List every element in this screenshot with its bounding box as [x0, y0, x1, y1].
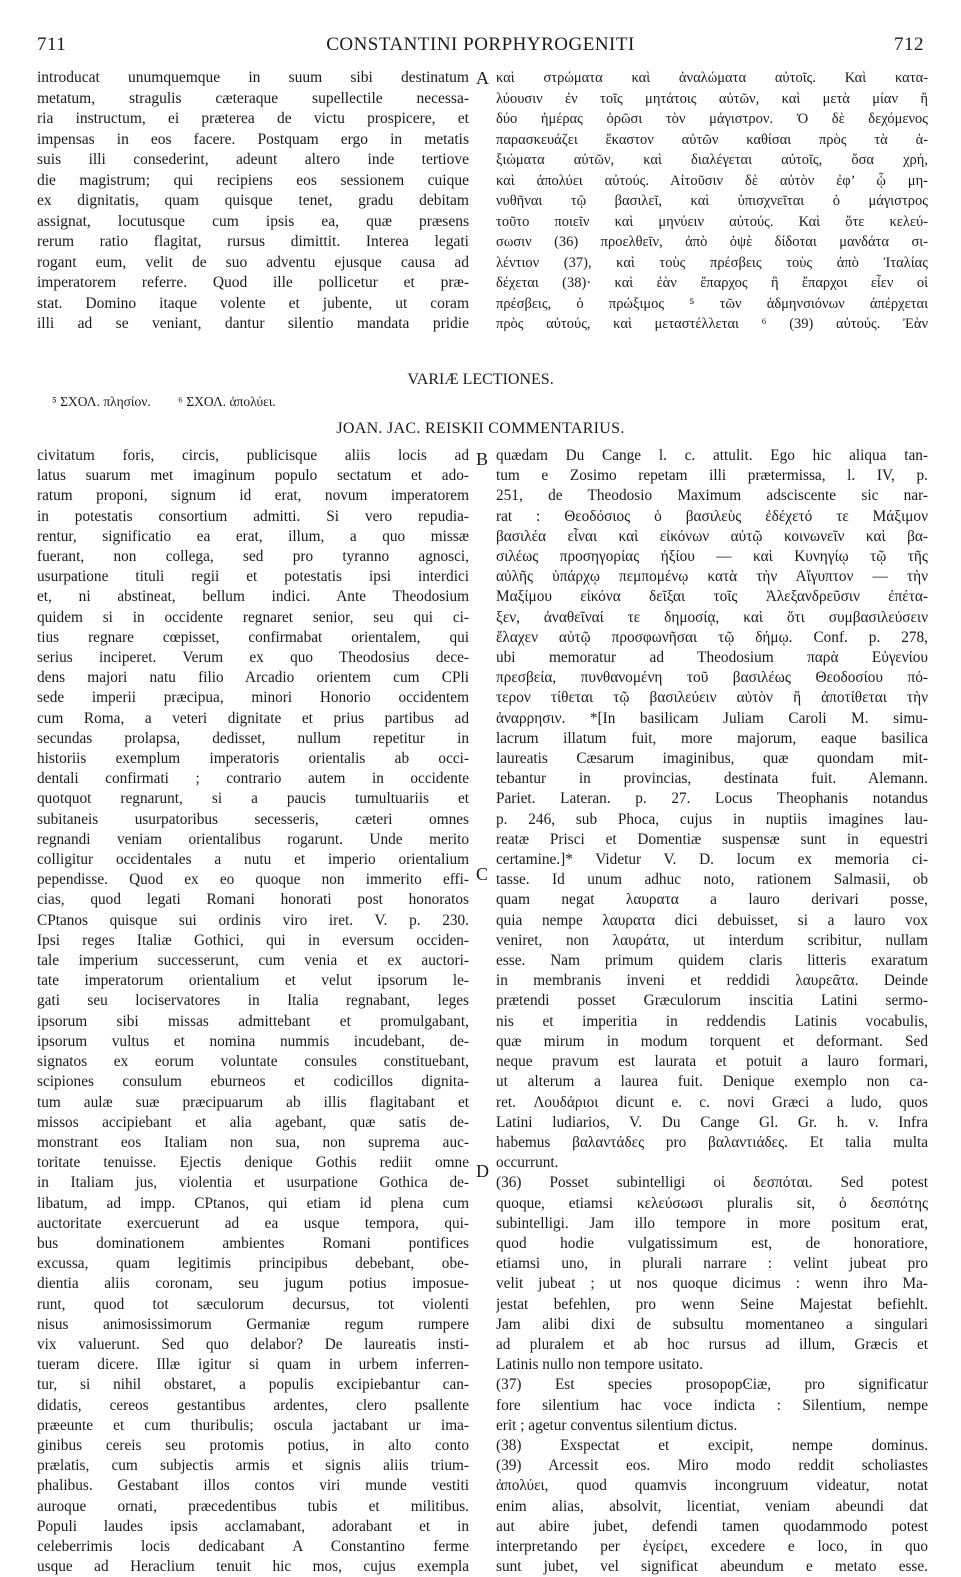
text-line: ἔλαχεν αὐτῷ προσφωνῆσαι τῷ δήμῳ. Conf. p. 278,: [496, 628, 928, 646]
text-line: ἀναρρησιν. *[In basilicam Juliam Caroli M. simu-: [496, 709, 928, 727]
text-line: quam negat λαυρατα a lauro derivari posse,: [496, 891, 928, 909]
text-line: secundas prolapsa, dedisset, nullum repetitur in: [37, 729, 469, 747]
text-line: ex dignitatis, quam quisque tenet, gradu debitam: [37, 192, 469, 209]
text-line: quia nempe λαυρατα dici debuisset, si a lauro vox: [496, 911, 928, 929]
margin-marker-c: C: [476, 864, 489, 884]
text-line: p. 246, sub Phoca, cujus in nuptiis imagines lau-: [496, 810, 928, 828]
margin-marker-b: B: [476, 449, 489, 469]
text-line: metatum, stragulis cæteraque supellectile necessa-: [37, 89, 469, 107]
text-line: cias, quod legati Romani honorati post honoratos: [37, 891, 469, 909]
text-line: Pariet. Lateran. p. 27. Locus Theophanis notandus: [496, 790, 928, 808]
text-line: dientia aliis coronam, seu jugum potius imposue-: [37, 1275, 469, 1293]
text-line: πρεσβεία, πυνθανομένη τοῦ βασιλέως Θεοδοσίου πό-: [496, 669, 928, 687]
text-line: ipsorum sibi missas admittebant et promulgabant,: [37, 1012, 469, 1030]
text-line: etiamsi uno, in plurali narrare : velint jubeat pro: [496, 1255, 928, 1273]
text-line: assignat, locutusque cum ipsis ea, quæ præsens: [37, 212, 469, 230]
text-line: auctoritate exercuerunt ad ea usque tempora, qui-: [37, 1214, 469, 1232]
text-line: præeunte et cum thuribulis; oscula jactabant ur ima-: [37, 1416, 469, 1434]
text-line: veniret, non λαυράτα, ut interdum scribitur, nullam: [496, 931, 928, 949]
text-line: quod hodie vulgatissimum est, de honoratiore,: [496, 1234, 928, 1252]
text-line: gati seu lociservatores in Italia regnabant, leges: [37, 992, 469, 1010]
text-line: nisus animosissimorum Germaniæ regum rumpere: [37, 1315, 469, 1333]
commentary-heading: JOAN. JAC. REISKII COMMENTARIUS.: [336, 420, 625, 437]
text-line: Populi laudes ipsis acclamabant, adorabant et in: [37, 1517, 469, 1535]
text-line: occurrunt.: [496, 1154, 559, 1172]
text-line: tueram dicere. Illæ igitur si quam in urbem inferren-: [37, 1356, 469, 1374]
text-line: cum Roma, a veteri dignitate et prius partibus ad: [37, 709, 469, 727]
text-line: ginibus cereis seu protomis potius, in alto conto: [37, 1436, 469, 1454]
text-line: die magistrum; qui recipiens eos sessionem cuique: [37, 171, 469, 189]
text-line: nis et imperitia in reddendis Latinis vocabulis,: [496, 1012, 928, 1030]
text-line: καὶ στρώματα καὶ ἀναλώματα αὐτοῖς. Καὶ κατα-: [496, 70, 928, 86]
text-line: tasse. Id unum adhuc noto, rationem Salmasii, ob: [496, 871, 928, 889]
text-line: ratum proponi, signum id erat, novum imperatorem: [37, 487, 469, 505]
commentary-right-column: [496, 446, 928, 1577]
text-line: ret. Λουδάριοι dicunt e. c. novi Græci a ludo, quos: [496, 1093, 928, 1111]
text-line: jestat befehlen, pro wenn Seine Majestat befiehlt.: [496, 1295, 928, 1313]
text-line: tur, si nihil obstaret, a populis excipiebantur can-: [37, 1376, 469, 1394]
text-line: καὶ ἀπολύει αὐτούς. Αἰτοῦσιν δὲ αὐτὸν ἐφ’ ᾧ μη-: [496, 172, 928, 189]
text-line: quoque, etiamsi κελεύσωσι pluralis sit, ὁ δεσπότης: [496, 1194, 928, 1212]
text-line: signatos ex eorum voluntate consules constituebant,: [37, 1053, 469, 1071]
running-header: [37, 26, 924, 56]
scholion-note: ⁵ ΣΧΟΛ. πλησίον.: [52, 394, 151, 409]
text-line: tum aulæ suæ præcipuarum ab illis flagitabant et: [37, 1093, 469, 1111]
text-line: πρὸς αὐτούς, καὶ μεταστέλλεται ⁶ (39) αὐτούς. Ἐὰν: [496, 316, 928, 332]
text-line: (39) Arcessit eos. Miro modo reddit scholiastes: [496, 1457, 928, 1475]
margin-marker-a: A: [476, 68, 489, 88]
text-line: illi ad se veniant, dantur silentio mandata pridie: [37, 315, 469, 332]
text-line: ubi memoratur ad Theodosium παρὰ Εὐγενίου: [496, 649, 928, 667]
text-line: scipiones consulum eburneos et codicillos dignita-: [37, 1073, 469, 1091]
text-line: laureatis Cæsarum imaginibus, quæ quondam mit-: [496, 750, 928, 768]
text-line: σωσιν (36) προελθεῖν, ἀπὸ ὀψὲ δίδοται μανδάτα σι-: [496, 234, 928, 250]
text-line: λύουσιν ἐν τοῖς μητάτοις αὐτῶν, καὶ μετὰ μίαν ἢ: [496, 90, 928, 107]
text-line: rerum ratio flagitat, rursus dimittit. Interea legati: [37, 233, 469, 250]
text-line: αὐλῆς ὑπάρχῳ πεμπομένῳ κατὰ τὴν Αἴγυπτον — τὴν: [496, 568, 928, 586]
latin-text-column: [37, 68, 469, 335]
text-line: σιλέως προσηγορίας ἠξίου — καὶ Κυνηγίῳ τῷ τῆς: [496, 548, 928, 566]
text-line: in potestatis consortium admitti. Si vero repudia-: [37, 507, 469, 525]
page-number-right: 712: [894, 34, 924, 55]
text-line: in Italiam jus, violentia et usurpatione Gothica de-: [37, 1174, 469, 1192]
text-line: esse. Nam primum quidem claris litteris exaratum: [496, 952, 928, 970]
text-line: usurpatione tituli regii et potestatis ipsi interdici: [37, 568, 469, 586]
text-line: tius regnare cœpisset, confirmabat orientalem, qui: [37, 628, 469, 646]
commentary-left-column: [37, 446, 469, 1577]
text-line: ξεν, ἀναθεῖναί τε δημοσίᾳ, καὶ ὅτι συμβασιλεύσειν: [496, 608, 928, 626]
text-line: dentali confirmati ; contrario autem in occidente: [37, 770, 469, 788]
text-line: ἀπολύει, quod quamvis incongruum videatur, notat: [496, 1477, 928, 1495]
text-line: ut alterum a laurea fuit. Denique exemplo non ca-: [496, 1073, 928, 1091]
margin-marker-d: D: [476, 1161, 489, 1181]
text-line: aut abire jubet, defendi tamen quodammodo potest: [496, 1517, 928, 1535]
text-line: historiis exemplum imperatoris orientalis ab occi-: [37, 750, 469, 768]
text-line: rogant eum, velit de suo adventu ejusque causa ad: [37, 253, 469, 271]
text-line: missos accipiebant et alia agebant, quæ satis de-: [37, 1113, 469, 1131]
text-line: δύο ἡμέρας ὁρῶσι τὸν μάγιστρον. Ὁ δὲ δεχόμενος: [496, 111, 928, 127]
text-line: suis illi consederint, adeunt altero inde tertiove: [37, 151, 469, 168]
text-line: tebantur in provincias, destinata fuit. Alemann.: [496, 770, 928, 788]
text-line: introducat unumquemque in suum sibi destinatum: [37, 69, 469, 86]
text-line: serius inciperet. Verum ex quo Theodosius dece-: [37, 649, 469, 667]
text-line: vix valuerunt. Sed quo delabor? De laureatis insti-: [37, 1335, 469, 1353]
text-line: rat : Θεοδόσιος ὁ βασιλεὺς ἐδέχετό τε Μάξιμον: [496, 507, 928, 525]
text-line: δέχεται (38)· καὶ ἐὰν ἔπαρχος ἢ ἔπαρχοι εἶεν οἱ: [496, 275, 928, 291]
text-line: lacrum illatum fuit, more majorum, eaque basilica: [496, 729, 928, 747]
text-line: pependisse. Quod ex eo quoque non immerito effi-: [37, 871, 469, 889]
text-line: quædam Du Cange l. c. attulit. Ego hic aliqua tan-: [496, 447, 928, 464]
text-line: παρασκευάζει ἕκαστον αὐτῶν καθίσαι πρὸς τὰ ἀ-: [496, 131, 928, 148]
text-line: Latinis nullo non tempore usitato.: [496, 1356, 703, 1374]
text-line: (36) Posset subintelligi οἱ δεσπόται. Sed potest: [496, 1174, 928, 1192]
text-line: libatum, ad impp. CPtanos, qui etiam id plena cum: [37, 1194, 469, 1212]
text-line: et, ni abstineat, bellum indici. Ante Theodosium: [37, 588, 469, 606]
text-line: prælatis, cum subjectis armis et signis aliis trium-: [37, 1457, 469, 1475]
text-line: latus suarum met imaginum populo sectatum et ado-: [37, 467, 469, 485]
text-line: ad pluralem et ab hoc rursus ad illum, Græcis et: [496, 1335, 928, 1353]
text-line: impensas in eos facere. Postquam ergo in metatis: [37, 130, 469, 148]
text-line: erit ; agetur conventus silentium dictus.: [496, 1416, 738, 1434]
text-line: tale imperium successerunt, cum venia et ex auctori-: [37, 952, 469, 970]
text-line: enim alias, absolvit, licentiat, veniam abeundi dat: [496, 1497, 928, 1515]
text-line: quotquot regnarunt, si a paucis tumultuariis et: [37, 790, 469, 808]
text-line: rentur, significatio ea erat, illum, a quo missæ: [37, 527, 469, 545]
text-line: habemus βαλαντάδες pro βαλαντιάδες. Et talia multa: [496, 1133, 928, 1151]
text-line: τοῦτο ποιεῖν καὶ μηνύειν αὐτούς. Καὶ ὅτε κελεύ-: [496, 213, 928, 230]
text-line: CPtanos quisque sui ordinis viro iret. V. p. 230.: [37, 911, 469, 929]
text-line: interpretando per ἐγείρει, excedere e loco, in quo: [496, 1537, 928, 1555]
running-title: CONSTANTINI PORPHYROGENITI: [326, 34, 635, 55]
text-line: velit jubeat ; ut nos quoque dicimus : wenn ihro Ma-: [496, 1275, 928, 1293]
text-line: phalibus. Gestabant illos contos viri munde vestiti: [37, 1477, 469, 1495]
text-line: toritate tenuisse. Ejectis denique Gothis rediit omne: [37, 1154, 469, 1172]
text-line: regnandi veniam orientalibus rogarunt. Unde merito: [37, 830, 469, 848]
text-line: 251, de Theodosio Maximum adsciscente sic nar-: [496, 487, 928, 505]
text-line: quidem si in occidente regnaret senior, seu qui ci-: [37, 608, 469, 626]
text-line: civitatum foris, circis, publicisque aliis locis ad: [37, 447, 469, 464]
text-line: monstrant eos Italiam non sua, non suprema auc-: [37, 1133, 469, 1151]
scholion-note: ⁶ ΣΧΟΛ. ἀπολύει.: [178, 394, 276, 409]
text-line: runt, quod tot sæculorum decursus, tot violenti: [37, 1295, 469, 1313]
page-number-left: 711: [37, 34, 67, 55]
text-line: Latini ludiarios, V. Du Cange Gl. Gr. h. v. Infra: [496, 1113, 928, 1131]
text-line: tate imperatorum orientalium et velut ipsorum le-: [37, 972, 469, 990]
text-line: usque ad Heraclium tenuit hic mos, cujus exempla: [37, 1558, 469, 1576]
text-line: subitaneis usurpatoribus secesseris, cæteri omnes: [37, 810, 469, 828]
text-line: λέντιον (37), καὶ τοὺς πρέσβεις τοὺς ἀπὸ Ἰταλίας: [496, 254, 928, 271]
greek-text-column: [496, 68, 928, 335]
text-line: τερον τίθεται τῷ βασιλεύειν αὐτὸν ἢ ἀποτίθεται τὴν: [496, 689, 928, 707]
text-line: reatæ Prisci et Domentiæ suspensæ sunt in equestri: [496, 830, 928, 848]
text-line: certamine.]* Videtur V. D. locum ex memoria ci-: [496, 851, 928, 869]
text-line: Jam alibi dixi de subsultu momentaneo a singulari: [496, 1315, 928, 1333]
text-line: quæ mirum in modum torquent et deformant. Sed: [496, 1032, 928, 1050]
text-line: prætendi posset Græculorum inscitia Latini sermo-: [496, 992, 928, 1010]
text-line: subintelligi. Jam illo tempore in more positum erat,: [496, 1214, 928, 1232]
text-line: didatis, cereos gestantibus ardentes, clero psallente: [37, 1396, 469, 1414]
text-line: ria instructum, ei præterea de victu prospicere, et: [37, 110, 469, 127]
text-line: ξιώματα αὐτῶν, καὶ διαλέγεται αὐτοῖς, ὅσα χρή,: [496, 152, 928, 168]
text-line: tum e Zosimo repetam illi prætermissa, l. IV, p.: [496, 467, 928, 485]
text-line: ipsorum vultus et nomina nummis incudebant, de-: [37, 1032, 469, 1050]
text-line: auroque ornati, præcedentibus tubis et militibus.: [37, 1497, 469, 1515]
text-line: Μαξίμου εἰκόνα δεῖξαι τοῖς Ἀλεξανδρεῦσιν ἐπέτα-: [496, 588, 928, 606]
text-line: in membranis inveni et reddidi λαυρεᾶτα. Deinde: [496, 972, 928, 990]
text-line: neque pravum est laurata et potuit a lauro formari,: [496, 1053, 928, 1071]
variae-lectiones-heading: VARIÆ LECTIONES.: [407, 371, 554, 388]
text-line: Ipsi reges Italiæ Gothici, qui in eversum occiden-: [37, 931, 469, 949]
text-line: celeberrimis locis dedicabant A Constantino ferme: [37, 1537, 469, 1555]
text-line: stat. Domino itaque volente et jubente, ut coram: [37, 294, 469, 312]
text-line: fore silentium hac voce indicta : Silentium, nempe: [496, 1396, 928, 1414]
text-line: excussa, quam legitimis principibus debebant, obe-: [37, 1255, 469, 1273]
text-line: (38) Exspectat et excipit, nempe dominus.: [496, 1436, 928, 1454]
text-line: dens majori natu filio Arcadio orientem cum CPli: [37, 669, 469, 687]
text-line: sede imperii præcipua, minori Honorio occidentem: [37, 689, 469, 707]
text-line: imperatorem referre. Quod ille pollicetur et præ-: [37, 274, 469, 291]
text-line: νυθῆναι τῷ βασιλεῖ, καὶ ὑπισχνεῖται ὁ μάγιστρος: [496, 193, 928, 209]
text-line: sunt jubet, vel significat abeundum e metato esse.: [496, 1558, 928, 1576]
scholia-notes: [52, 394, 300, 410]
text-line: βασιλέα εἶναι καὶ εἰκόνων αὐτῷ κοινωνεῖν καὶ βα-: [496, 527, 928, 545]
text-line: πρέσβεις, ὁ πρώξιμος ⁵ τῶν ἀδμηνσιόνων ἀπέρχεται: [496, 295, 928, 312]
text-line: colligitur occidentales a nutu et imperio orientalium: [37, 851, 469, 869]
text-line: fuerant, non collega, sed pro tyranno agnosci,: [37, 548, 469, 566]
text-line: (37) Est species prosopopϾiæ, pro significatur: [496, 1376, 928, 1394]
text-line: bus dominationem ambientes Romani pontifices: [37, 1234, 469, 1252]
